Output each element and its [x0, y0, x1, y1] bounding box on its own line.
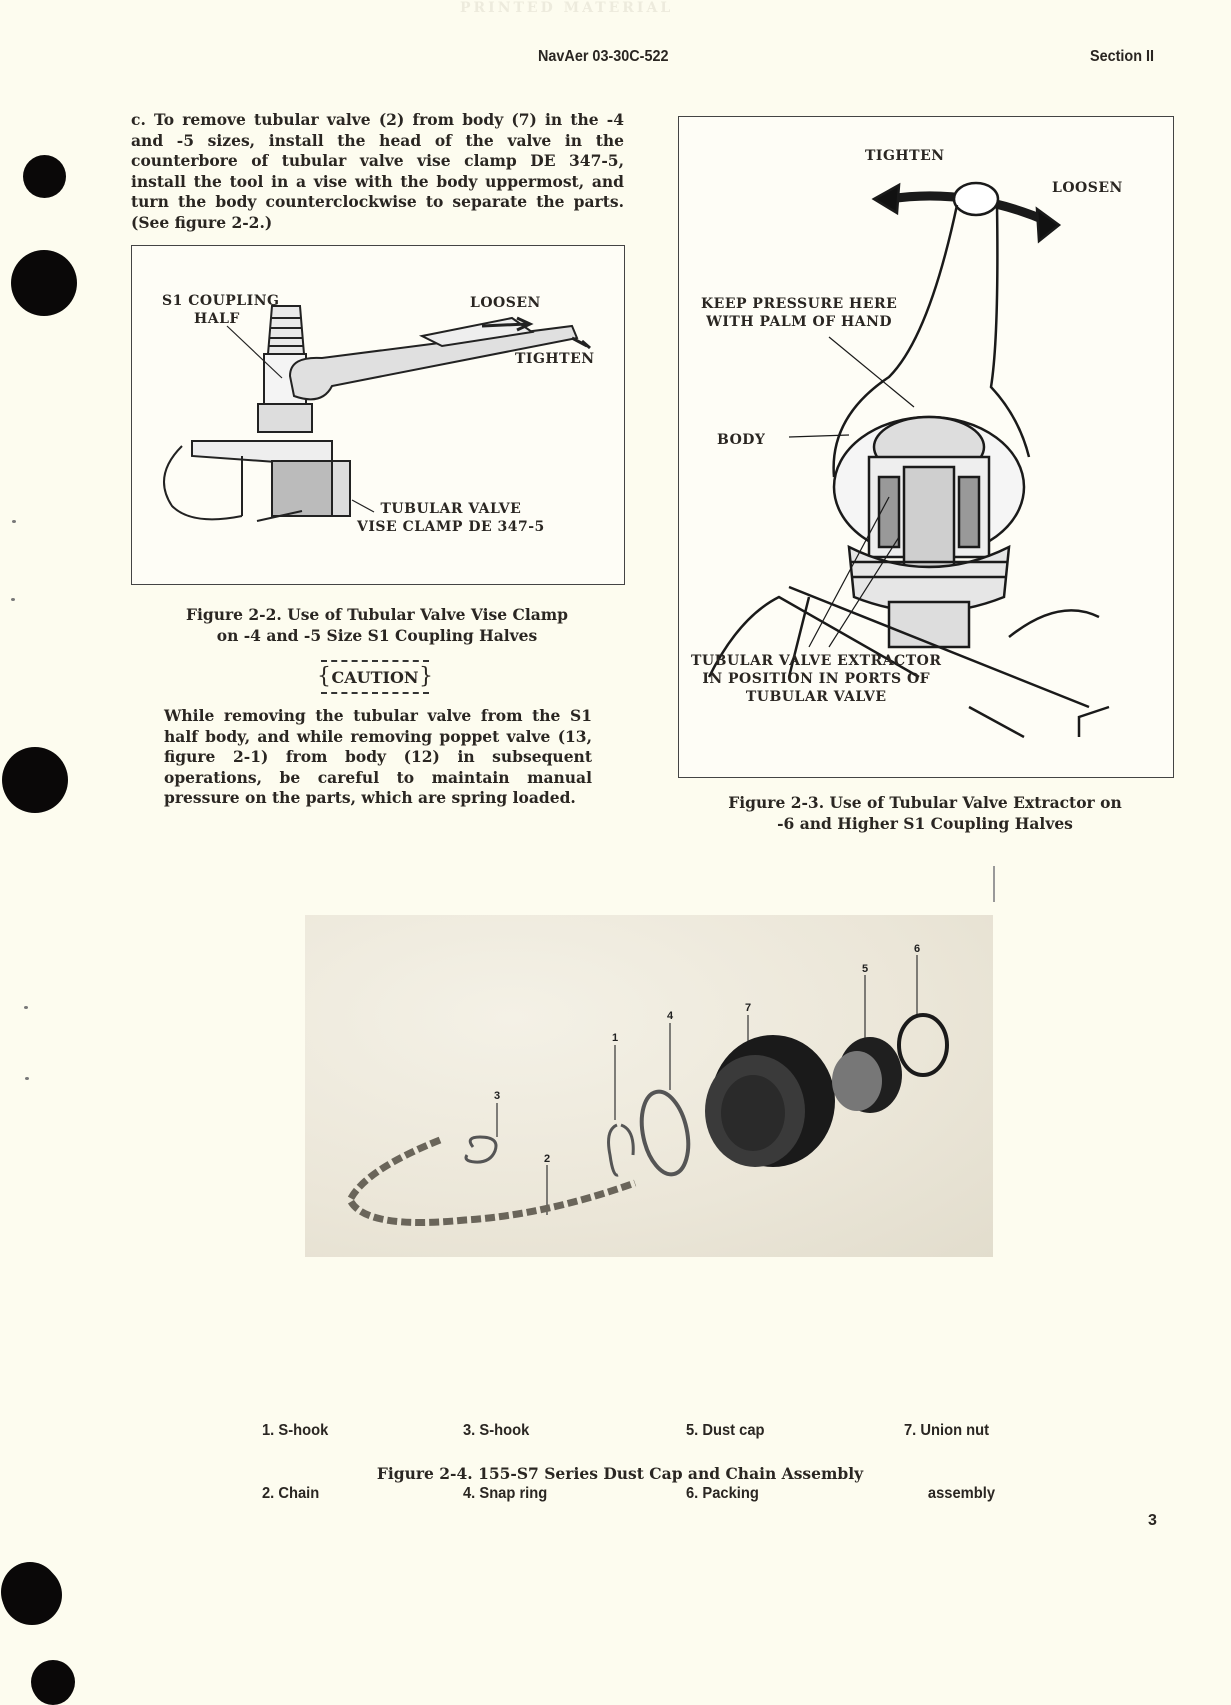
- legend-item: 4. Snap ring: [463, 1485, 548, 1502]
- legend-item: 2. Chain: [262, 1485, 320, 1502]
- snap-ring: [635, 1087, 696, 1178]
- legend-column-1: [262, 1378, 328, 1525]
- legend-item: 7. Union nut: [904, 1422, 990, 1439]
- s-hook-3: [466, 1137, 496, 1162]
- figure-2-3-caption: Figure 2-3. Use of Tubular Valve Extractor on -6 and Higher S1 Coupling Halves: [728, 793, 1122, 833]
- callout-7: 7: [744, 1002, 752, 1014]
- speck: [25, 1077, 29, 1080]
- binder-hole: [23, 155, 66, 198]
- legend-item: 5. Dust cap: [686, 1422, 765, 1439]
- packing: [899, 1015, 947, 1075]
- document-number: NavAer 03-30C-522: [538, 48, 669, 65]
- legend-column-4: [904, 1378, 995, 1525]
- figure-2-2: [131, 245, 625, 585]
- label-tighten: TIGHTEN: [515, 351, 595, 367]
- binder-hole: [2, 747, 68, 813]
- caution-heading: { CAUTION }: [321, 660, 429, 694]
- figure-2-4-caption: Figure 2-4. 155-S7 Series Dust Cap and Chain Assembly: [376, 1464, 864, 1483]
- legend-item: 3. S-hook: [463, 1422, 530, 1439]
- chain: [350, 1140, 635, 1223]
- label-vise-clamp: TUBULAR VALVE VISE CLAMP DE 347-5: [357, 501, 545, 535]
- union-nut: [705, 1035, 835, 1167]
- label-tighten: TIGHTEN: [865, 148, 945, 164]
- caution-text: While removing the tubular valve from the S1 half body, and while removing poppet valve (13, figure 2-1) from body (12) in subsequent operations, be careful to maintain manual pressure on the parts, which are spring loaded.: [164, 706, 592, 807]
- legend-column-2: [463, 1378, 547, 1525]
- label-loosen: LOOSEN: [1052, 180, 1123, 196]
- label-coupling-half: S1 COUPLING HALF: [162, 293, 280, 327]
- dust-cap-chain-photo: [305, 915, 993, 1257]
- bleed-through-text: PRINTED MATERIAL: [460, 0, 674, 16]
- speck: [12, 520, 16, 523]
- speck: [24, 1006, 28, 1009]
- figure-2-3: [678, 116, 1174, 778]
- label-loosen: LOOSEN: [470, 295, 541, 311]
- binder-hole: [31, 1660, 75, 1704]
- page-number: 3: [1148, 1512, 1157, 1529]
- callout-3: 3: [493, 1090, 501, 1102]
- label-keep-pressure: KEEP PRESSURE HERE WITH PALM OF HAND: [701, 296, 898, 330]
- legend-item: assembly: [927, 1485, 996, 1502]
- legend-item: 1. S-hook: [262, 1422, 329, 1439]
- figure-2-2-caption: Figure 2-2. Use of Tubular Valve Vise Clamp on -4 and -5 Size S1 Coupling Halves: [185, 605, 569, 645]
- paragraph-c: c. To remove tubular valve (2) from body (7) in the -4 and -5 sizes, install the head of the valve in the counterbore of tubular valve vise clamp DE 347-5, install the tool in a vise with the body uppermost, and turn the body counterclockwise to separate the parts. (See figure 2-2.): [131, 110, 624, 232]
- binder-hole: [1, 1562, 59, 1622]
- speck: [11, 598, 15, 601]
- margin-rule: [993, 866, 995, 902]
- legend-column-3: [686, 1378, 765, 1525]
- label-extractor: TUBULAR VALVE EXTRACTOR IN POSITION IN PORTS OF TUBULAR VALVE: [691, 653, 942, 705]
- callout-2: 2: [543, 1153, 551, 1165]
- section-label: Section II: [1090, 48, 1155, 65]
- callout-1: 1: [611, 1032, 619, 1044]
- label-body: BODY: [717, 432, 766, 448]
- callout-5: 5: [861, 963, 869, 975]
- figure-2-4-photo: [305, 915, 993, 1257]
- binder-hole: [11, 250, 77, 316]
- callout-4: 4: [666, 1010, 674, 1022]
- callout-6: 6: [913, 943, 921, 955]
- legend-item: 6. Packing: [686, 1485, 759, 1502]
- dust-cap: [832, 1037, 902, 1113]
- s-hook-1: [609, 1125, 634, 1175]
